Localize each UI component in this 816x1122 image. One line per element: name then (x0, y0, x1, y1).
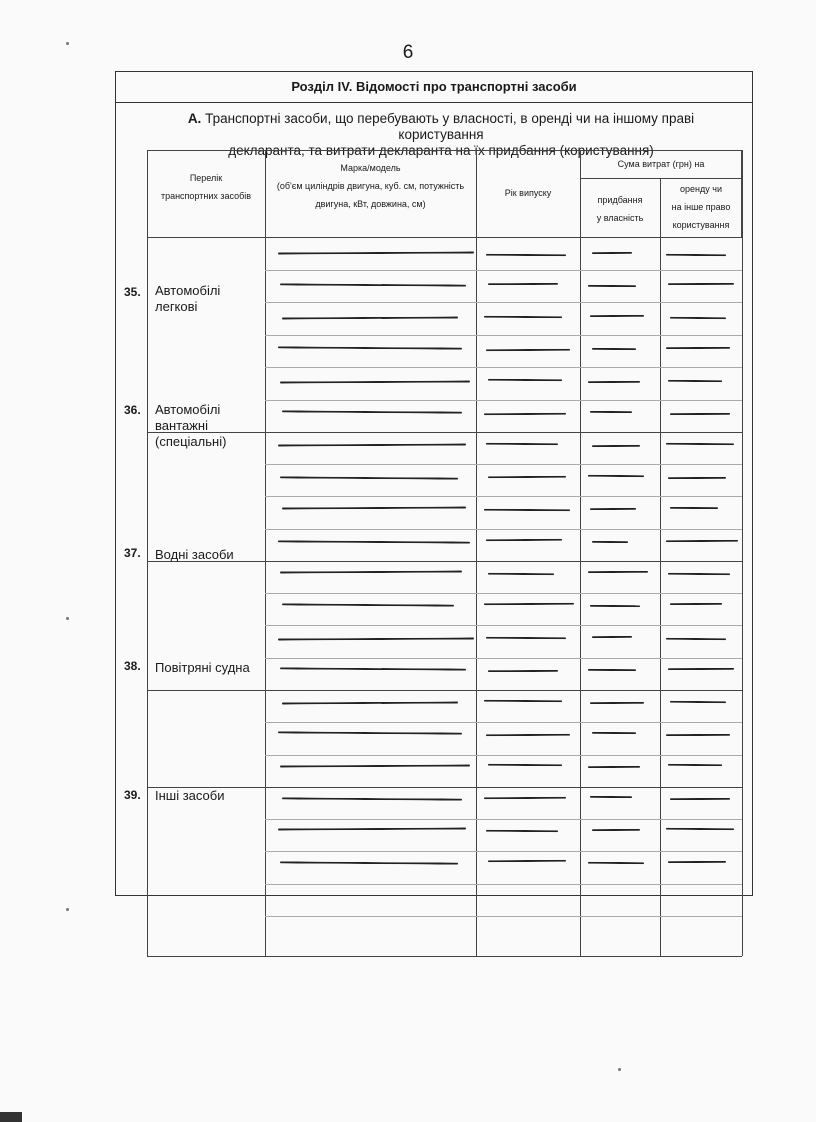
dash-mark (486, 443, 558, 446)
dash-mark (484, 412, 566, 414)
dash-mark (668, 476, 726, 478)
dash-mark (668, 668, 734, 670)
dash-mark (590, 315, 644, 317)
dash-mark (666, 828, 734, 830)
row-number-35: 35. (124, 285, 141, 299)
dash-mark (592, 348, 636, 350)
subsection-line-2: декларанта, та витрати декларанта на їх придбання (користування) (228, 143, 654, 158)
dash-mark (280, 380, 470, 383)
row-label-watercraft: Водні засоби (155, 547, 234, 562)
subsection-letter: А. (187, 111, 202, 126)
dash-mark (670, 316, 726, 318)
section-frame (115, 71, 753, 896)
dash-mark (484, 797, 566, 799)
dash-mark (670, 797, 730, 799)
dash-mark (488, 476, 566, 478)
header-list: Перелік транспортних засобів (160, 173, 252, 201)
dash-mark (666, 540, 738, 542)
dash-mark (282, 701, 458, 704)
header-rent: оренду чи на інше право користування (671, 184, 731, 230)
dash-mark (592, 444, 640, 446)
dash-mark (488, 283, 558, 285)
dash-mark (484, 603, 574, 605)
dash-mark (666, 347, 730, 349)
header-year: Рік випуску (504, 188, 552, 198)
vehicles-table (147, 150, 742, 956)
dash-mark (488, 764, 562, 767)
row-label-other: Інші засоби (155, 788, 225, 803)
dash-mark (588, 765, 640, 767)
header-purchase: придбання у власність (596, 195, 644, 223)
dash-mark (668, 861, 726, 863)
dash-mark (670, 507, 718, 509)
row-number-38: 38. (124, 659, 141, 673)
row-number-37: 37. (124, 546, 141, 560)
header-model: Марка/модель (об'єм циліндрів двигуна, куб. см, потужність двигуна, кВт, довжина, см) (276, 163, 465, 209)
dash-mark (590, 604, 640, 606)
page-number: 6 (402, 42, 414, 63)
subsection-line-1: Транспортні засоби, що перебувають у власності, в оренді чи на іншому праві користування (205, 111, 695, 142)
row-label-trucks: Автомобілі вантажні (спеціальні) (155, 402, 227, 449)
dash-mark (590, 796, 632, 798)
header-sum: Сума витрат (грн) на (617, 159, 705, 169)
row-number-39: 39. (124, 788, 141, 802)
dash-mark (666, 637, 726, 639)
dash-mark (486, 253, 566, 256)
dash-mark (588, 284, 636, 286)
dash-mark (668, 380, 722, 382)
dash-mark (670, 701, 726, 703)
dash-mark (592, 636, 632, 638)
row-number-36: 36. (124, 403, 141, 417)
row-label-aircraft: Повітряні судна (155, 660, 250, 675)
dash-mark (588, 475, 644, 477)
dash-mark (488, 572, 554, 574)
dash-mark (588, 669, 636, 671)
dash-mark (592, 829, 640, 831)
row-label-passenger-cars: Автомобілі легкові (155, 283, 221, 314)
dash-mark (590, 508, 636, 510)
dash-mark (486, 733, 570, 735)
section-title: Розділ IV. Відомості про транспортні засоби (116, 72, 752, 103)
